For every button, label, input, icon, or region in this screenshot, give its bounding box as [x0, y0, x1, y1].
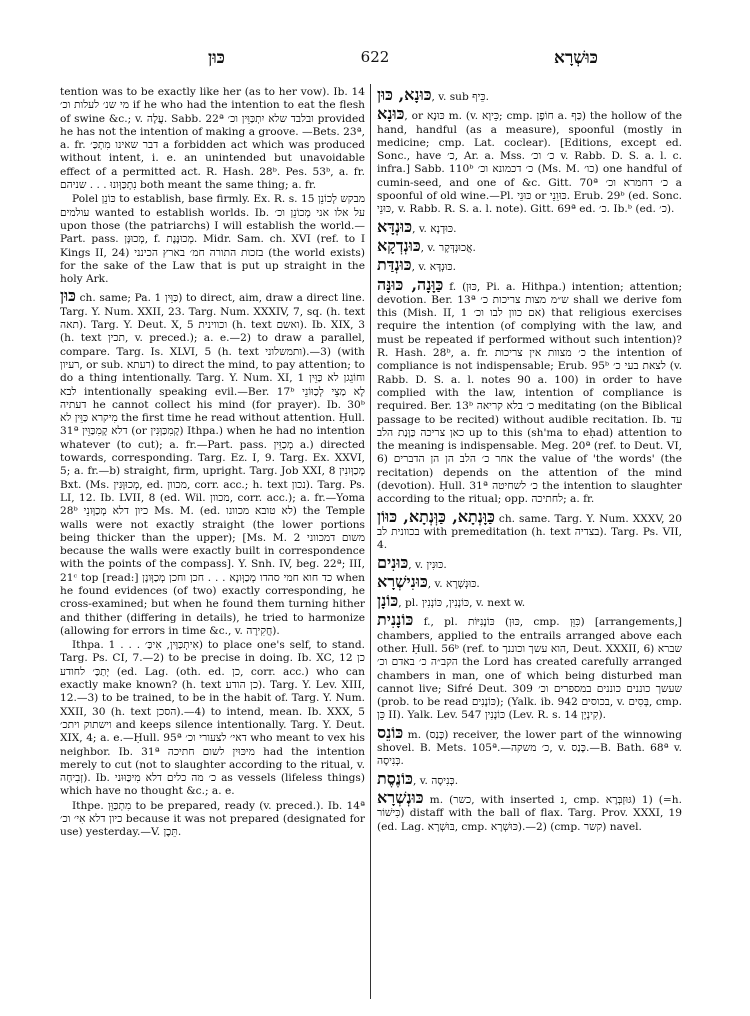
entry-headword: כּוּנְדְקָא	[377, 235, 421, 255]
entry-headword: כּוּן	[60, 286, 76, 306]
entry-text: f., pl. כּוֹנָנִיּוֹת (כּוּן, cmp. כִּוֵּן) [arrangements,] chambers, applied to the entrails arranged above each other. Ḥull. 56ᵇ (ref. to הוא עשך וכוננך, Deut. XXXII, 6) שברא הקב״ה כ׳ באדם וכ׳ the Lord has created carefully arranged chambers in man, one of which being disturbed man cannot live; Sifré Deut. 309 שעשך כוננים כוננים במספרים וכ׳ (prob. to be read כּוֹנָנִים); (Yalk. ib. 942 בכוסים, v. בְּסִים, cmp. כֵּן II). Yalk. Lev. 547 כּוֹנָנִין (Lev. R. s. 14 קִינְיָן).	[377, 616, 682, 722]
entry-text: f. (כּוּן, Pi. a. Hithpa.) intention; attention; devotion. Ber. 13ª ש״מ מצות צריכות כ׳ shall we derive fom this (Mish. II, 1 אם כוון לבו וכ׳) that religious exercises require the intention (of complying with the law, and must be repeated if performed without such intention)? R. Hash. 28ᵇ, a. fr. כ׳ מצוות אין צריכות the intention of compliance is not indispensable; Erub. 95ᵇ לצאת בעי כ׳ (v. Rabb. D. S. a. l. notes 90 a. 100) in order to have complied with the law, intention of compliance is required. Ber. 13ᵇ כ׳ בלא קריאה meditating (on the Biblical passage to be recited) without audible recitation. Ib. עד כאן צריכה כַּוָּנַת הלב up to this (sh'ma to eḥad) attention to the meaning is indispensable. Meg. 20ª (ref. to Deut. VI, 6) אחר כ׳ הלב הן הן הדברים the value of 'the words' (the recitation) depends on the attention of the mind (devotion). Ḥull. 31ª כ׳ לשחיטה the intention to slaughter according to the ritual; opp. לחתיכה; a. fr.	[377, 280, 682, 506]
dictionary-entry	[377, 789, 682, 834]
entry-headword: כַּוָּנְתָא, כַּוְּנְתָא, כּוּוֹן	[377, 506, 495, 526]
entry-headword: כּוּנְשְׁרָא	[377, 787, 424, 807]
column-divider	[370, 84, 371, 999]
entry-headword: כּוּנָא, כּוּן	[377, 86, 432, 104]
entry-text: , v. כְּנִיסָה.	[412, 774, 459, 787]
entry-text: , or כּוּנָא m. (v. כֵּיוָא; cmp. חוֹפֶן a. כַּף) the hollow of the hand, handful (as a measure), spoonful (mostly in medicine; cmp. Lat. coclear). [Editions, except ed. Sonc., have כ׳, Ar. a. Mss. כ׳ וכ׳ v. Rabb. D. S. a. l. c. infra.] Sabb. 110ᵇ כ׳ דכמונא וכ׳ (Ms. M. כו׳) one handful of cumin-seed, and one of &c. Gitt. 70ª כ׳ דחמרא וכ׳ a spoonful of old wine.—Pl. כּוּנֵי or כּוּוֵנֵי. Erub. 29ᵇ (ed. Sonc. כּוּנֵי, v. Rabb. R. S. a. l. note). Gitt. 69ª ed. כ׳. Ib.ᵇ (ed. כ׳).	[377, 110, 682, 216]
entry-subsection: Ithpa. אִיתְכַּוַּין, אִיכַּ׳ . . . 1) to place one's self, to stand. Targ. Ps. CI, 7.—2) to be precise in doing. Ib. XC, 12 כן יְתַכַּ׳ לחודע (ed. Lag. (oth. ed. כן, corr. acc.) who can exactly make known? (h. text כן הודע). Targ. Y. Lev. XIII, 12.—3) to be trained, to be in the habit of. Targ. Y. Num. XXII, 30 (h. text הסכן).—4) to intend, mean. Ib. XXX, 5 וישתוק ויתכ׳ and keeps silence intentionally. Targ. Y. Deut. XIX, 4; a. e.—Ḥull. 95ª דאי׳ לצעורי וכ׳ who meant to vex his neighbor. Ib. 31ª מיכּוּין לשום חתיכה had the intention merely to cut (not to slaughter according to the ritual, v. זְבִיחָה). Ib. כ׳ מה כלים דלא מִיכַּוּוּני as vessels (lifeless things) which have no thought &c.; a. e.	[60, 639, 365, 798]
entry-text: , v. כּוּנְדָּא.	[411, 261, 456, 274]
entry-headword: כּוּנִים	[377, 552, 409, 572]
dictionary-entry	[377, 554, 682, 572]
entry-text: , v. sub כֵּיף.	[431, 91, 489, 103]
dictionary-entry	[60, 287, 365, 638]
right-running-head: כּוּשְׁרָא	[554, 48, 598, 68]
entry-subsection: Ithpe. מִתְכַּוֵּן to be prepared, ready (v. preced.). Ib. 14ª כיון דלא אִי׳ וכ׳ because it was not prepared (designated for use) yesterday.—V. תֵּכֶן.	[60, 799, 365, 839]
entry-headword: כּוֹנָן	[377, 591, 399, 611]
dictionary-entry	[377, 256, 682, 274]
entry-text: , v. אֲכוּנְדְּקָר.	[420, 241, 476, 254]
page-number: 622	[360, 48, 390, 66]
right-column	[377, 86, 682, 1006]
dictionary-entry	[377, 276, 682, 507]
entry-headword: כּוּנִישְׁרָא	[377, 571, 428, 591]
dictionary-entry	[377, 770, 682, 788]
entry-continuation: tention was to be exactly like her (as to her vow). Ib. 14 מי שנ׳ לעלות וכ׳ if he who had the intention to eat the flesh of swine &c.; v. עֲלָה. Sabb. 22ª ובלבד שלא יִתְכַּוֵּין וכ׳ provided he has not the intention of making a groove. —Bets. 23ª, a. fr. דבר שאינו מִתְכַּ׳ a forbidden act which was produced without intent, i. e. an unintended but unavoidable effect of a permitted act. R. Hash. 28ᵇ. Pes. 53ᵇ, a. fr. נִתְכַּוְּונוּ . . . שניהם both meant the same thing; a. fr.	[60, 86, 365, 192]
left-column	[60, 86, 365, 1006]
left-running-head: כּוּן	[208, 48, 225, 68]
entry-headword: כּוּנְדָּא	[377, 216, 413, 236]
entry-text: ch. same; Pa. כַּוֵּין 1) to direct, aim, draw a direct line. Targ. Y. Num. XXII, 23. Targ. Num. XXXIV, 7, sq. (h. text תאה). Targ. Y. Deut. X, 5 וכווינית (h. text ואשם). Ib. XIX, 3 (h. text תכין, v. preced.); a. e.—2) to draw a parallel, compare. Targ. Is. XLVI, 5 (h. text ותמשלוני).—3) (with רעיון, or sub. רעתא) to direct the mind, to pay attention; to do a thing intentionally. Targ. Y. Num. XI, 1 וחוֹגֵגן לא כַּוֵּין לבא intentionally speaking evil.—Ber. 17ᵇ לָא מַצֵי לְכַוּוֹנֵי דעתיה he cannot collect his mind (for prayer). Ib. 30ᵇ מִיקרא כַּוֵּין לא the first time he read without attention. Ḥull. 31ª דלא קָמִכַּוֵּין (or קָמִכַּוְּנִין) Ithpa.) when he had no intention whatever (to cut); a. fr.—Part. pass. מְכַוֵּין a.) directed towards, corresponding. Targ. Ez. I, 9. Targ. Ex. XXVI, 5; a. fr.—b) straight, firm, upright. Targ. Job XXI, 8 מְכַוְּונִין Bxt. (Ms. מְכוּוָּנִין, ed. מכוון, corr. acc.; h. text נכון). Targ. Ps. LI, 12. Ib. LVII, 8 (ed. Wil. מכוון, corr. acc.); a. fr.—Yoma 28ᵇ כיון דלא מְכַוְּונֵי Ms. M. (ed. לא טובא מכוונו) the Temple walls were not exactly straight (the lower portions being thicker than the upper); [Ms. M. 2 משום דמכווני because the walls were exactly built in correspondence with the points of the compass]. Y. Snh. IV, beg. 22ª; III, 21ᶜ top [read:] כד חוא חמי סהדו מְכַוְּונָא . . . חכן וחכן מְכַוְּונָן when he found evidences (of two) exactly corresponding, he cross-examined; but when he found them turning hither and thither (differing in details), he tried to harmonize (allowing for errors in time &c., v. חֲקִירָה).	[60, 292, 365, 637]
entry-text: , v. כּוּנִין.	[408, 558, 447, 571]
dictionary-entry	[377, 105, 682, 216]
entry-headword: כּוֹנָנִית	[377, 610, 414, 630]
page-header	[60, 48, 690, 74]
entry-headword: כּוֹנֵס	[377, 722, 404, 742]
entry-headword: כּוּנְדַּת	[377, 255, 412, 275]
entry-headword: כּוֹנֶסֶת	[377, 768, 413, 788]
entry-text: , pl. כּוֹנָנִין, כּוֹנְנִין, v. next w.	[398, 597, 526, 610]
entry-text: m. (כָּנַס) receiver, the lower part of the winnowing shovel. B. Mets. 105ª.—כ׳ משקה, v. כָּנַס.—B. Bath. 68ª v. כְּנִיסָה.	[377, 728, 682, 768]
entry-headword: כּוּנָא	[377, 104, 405, 124]
dictionary-entry	[377, 573, 682, 591]
entry-headword: כַּוָּנָה, כּוּנָּה	[377, 274, 444, 294]
dictionary-entry	[377, 86, 682, 104]
entry-text: , v. כּוּנְשְׁרָא.	[427, 577, 480, 590]
entry-subsection: Polel כּוֹנֵן to establish, base firmly. Ex. R. s. 15 מבקש לְכוֹנֵן עולמים wanted to establish worlds. Ib. על אלו אני מְכוֹנֵן וכ׳ upon those (the patriarchs) I will establish the world.—Part. pass. מְכוּנָּן, f. מְכוּנֶּנֶת. Midr. Sam. ch. XVI (ref. to I Kings II, 24) בזכות התורה חמ׳ בארץ הכינני (the world exists) for the sake of the Law that is put up straight in the holy Ark.	[60, 193, 365, 286]
dictionary-entry	[377, 218, 682, 236]
dictionary-entry	[377, 611, 682, 722]
dictionary-entry	[377, 508, 682, 553]
dictionary-entry	[377, 592, 682, 610]
entry-text: m. (כשר, with inserted נ, cmp. גּוּזְבְּרָא) 1) (=h. כִּישׁוֹר) distaff with the ball of flax. Targ. Prov. XXXI, 19 (ed. Lag. בּוּשְׁרָא, cmp. כּוּשְׁרָא).—2) (cmp. קשר) navel.	[377, 793, 682, 833]
dictionary-entry	[377, 237, 682, 255]
entry-text: , v. כּוּדְנָא.	[412, 222, 457, 235]
dictionary-entry	[377, 724, 682, 769]
entry-text: ch. same. Targ. Y. Num. XXXV, 20 בכוונית לב with premeditation (h. text בצדיה). Targ. Ps. VII, 4.	[377, 512, 682, 552]
